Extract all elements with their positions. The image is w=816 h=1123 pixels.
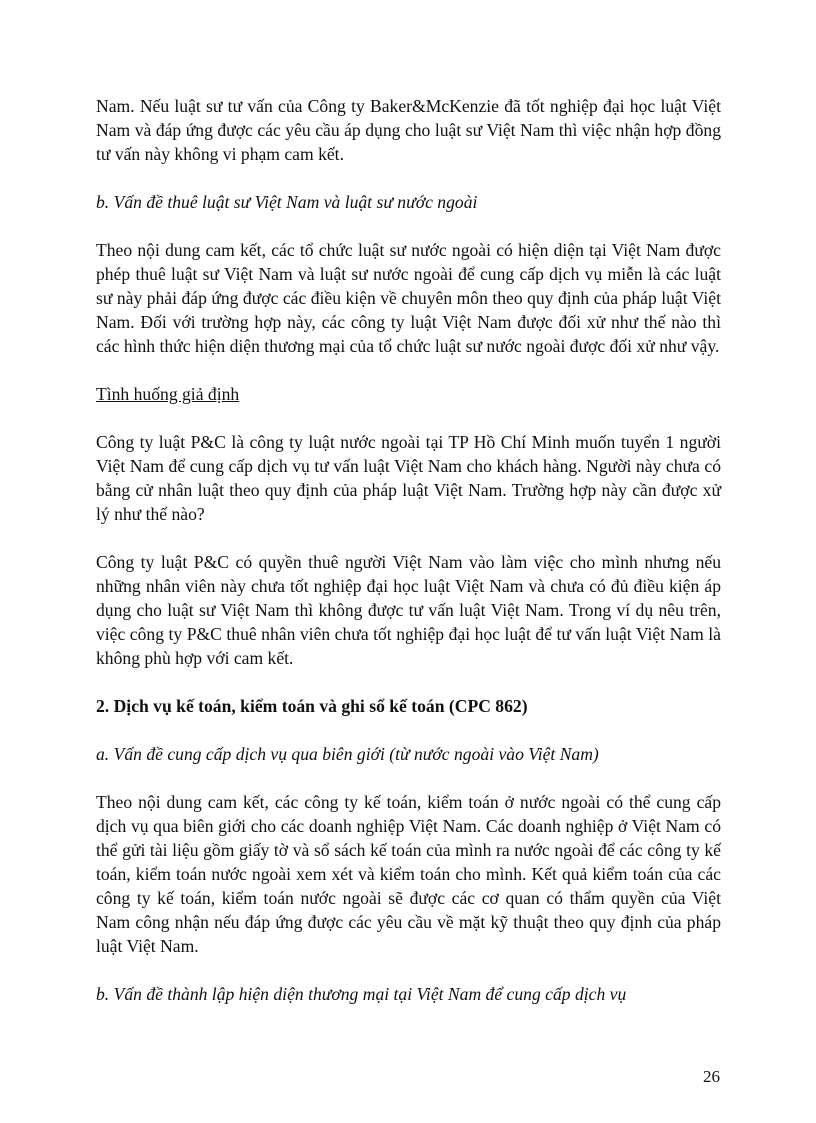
section-heading-accounting: 2. Dịch vụ kế toán, kiểm toán và ghi sổ kế toán (CPC 862) [96,696,528,716]
paragraph-continuation: Nam. Nếu luật sư tư vấn của Công ty Baker&McKenzie đã tốt nghiệp đại học luật Việt Nam và đáp ứng được các yêu cầu áp dụng cho luật sư Việt Nam thì việc nhận hợp đồng tư vấn này không vi phạm cam kết. [96,96,721,164]
paragraph-cross-border: Theo nội dung cam kết, các công ty kế toán, kiểm toán ở nước ngoài có thể cung cấp dịch vụ qua biên giới cho các doanh nghiệp Việt Nam. Các doanh nghiệp ở Việt Nam có thể gửi tài liệu gồm giấy tờ và sổ sách kế toán của mình ra nước ngoài để các công ty kế toán, kiểm toán nước ngoài xem xét và kiểm toán cho mình. Kết quả kiểm toán của các công ty kế toán, kiểm toán nước ngoài sẽ được các cơ quan có thẩm quyền của Việt Nam công nhận nếu đáp ứng được các yêu cầu về mặt kỹ thuật theo quy định của pháp luật Việt Nam. [96,792,721,956]
document-body [96,94,721,1006]
paragraph-case-answer: Công ty luật P&C có quyền thuê người Việt Nam vào làm việc cho mình nhưng nếu những nhân viên này chưa tốt nghiệp đại học luật Việt Nam và chưa có đủ điều kiện áp dụng cho luật sư Việt Nam thì không được tư vấn luật Việt Nam. Trong ví dụ nêu trên, việc công ty P&C thuê nhân viên chưa tốt nghiệp đại học luật để tư vấn luật Việt Nam là không phù hợp với cam kết. [96,552,721,668]
paragraph-case-question: Công ty luật P&C là công ty luật nước ngoài tại TP Hồ Chí Minh muốn tuyển 1 người Việt Nam để cung cấp dịch vụ tư vấn luật Việt Nam cho khách hàng. Người này chưa có bằng cử nhân luật theo quy định của pháp luật Việt Nam. Trường hợp này cần được xử lý như thế nào? [96,432,721,524]
page-number: 26 [703,1067,720,1086]
subheading-lawyer-hiring: b. Vấn đề thuê luật sư Việt Nam và luật sư nước ngoài [96,192,478,212]
paragraph-lawyer-hiring: Theo nội dung cam kết, các tổ chức luật sư nước ngoài có hiện diện tại Việt Nam được phép thuê luật sư Việt Nam và luật sư nước ngoài để cung cấp dịch vụ miễn là các luật sư này phải đáp ứng được các điều kiện về chuyên môn theo quy định của pháp luật Việt Nam. Đối với trường hợp này, các công ty luật Việt Nam được đối xử như thế nào thì các hình thức hiện diện thương mại của tổ chức luật sư nước ngoài được đối xử như vậy. [96,240,721,356]
subheading-commercial-presence: b. Vấn đề thành lập hiện diện thương mại tại Việt Nam để cung cấp dịch vụ [96,984,627,1004]
heading-hypothetical-case: Tình huống giả định [96,384,240,404]
subheading-cross-border: a. Vấn đề cung cấp dịch vụ qua biên giới (từ nước ngoài vào Việt Nam) [96,744,599,764]
